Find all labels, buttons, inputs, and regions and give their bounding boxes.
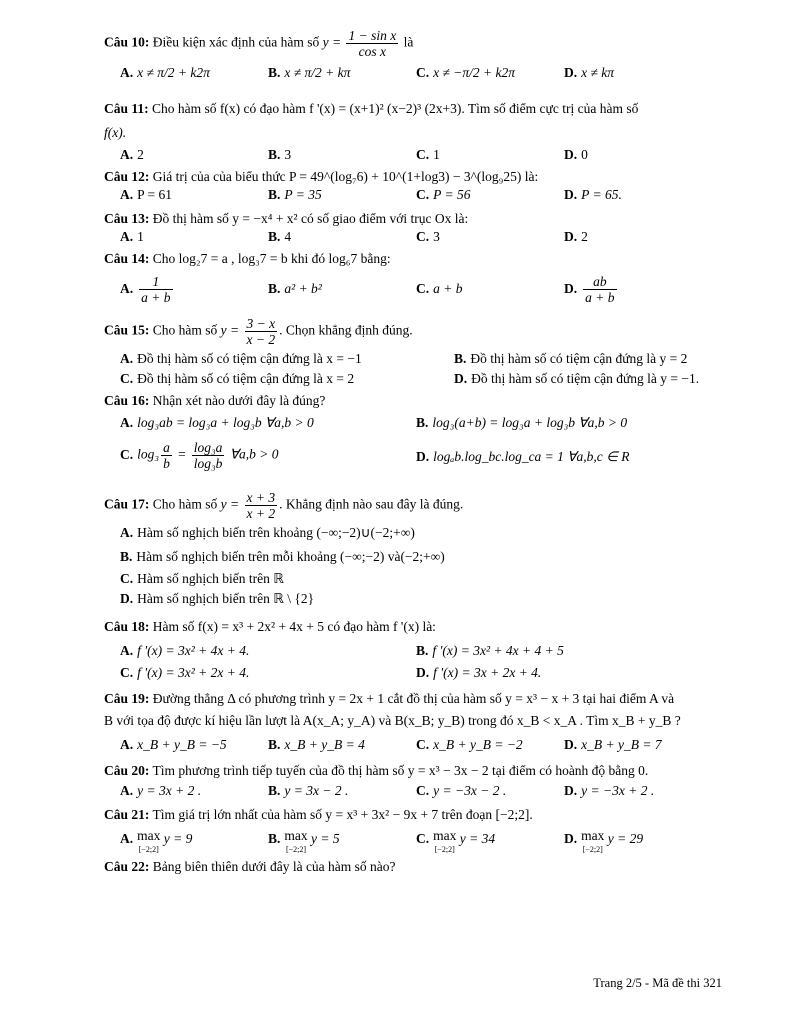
- option-c: C. max [−2;2] y = 34: [416, 828, 496, 854]
- question-label: Câu 15:: [104, 322, 150, 338]
- math: y =: [220, 322, 240, 338]
- question-16: [104, 392, 732, 410]
- math: y =: [220, 496, 240, 512]
- question-text: f(x).: [104, 125, 127, 140]
- question-text: Điều kiện xác định của hàm số: [152, 34, 320, 50]
- option-c: C. Đồ thị hàm số có tiệm cận đứng là x = 2: [120, 371, 355, 386]
- question-14: [104, 250, 732, 268]
- question-11: [104, 100, 732, 118]
- question-13: [104, 210, 732, 228]
- option-a: A. log₃ab = log₃a + log₃b ∀a,b > 0: [120, 415, 314, 430]
- option-d: D. max [−2;2] y = 29: [564, 828, 644, 854]
- numerator: 1 − sin x: [348, 28, 397, 43]
- option-d: D. x_B + y_B = 7: [564, 737, 662, 752]
- question-19: [104, 690, 732, 708]
- option-d: D. 2: [564, 229, 588, 244]
- option-d: D. y = −3x + 2 .: [564, 783, 655, 798]
- question-text: . Chọn khẳng định đúng.: [279, 322, 413, 338]
- question-label: Câu 13:: [104, 211, 150, 226]
- question-15: [104, 316, 732, 347]
- option-b: B. a² + b²: [268, 281, 322, 296]
- question-label: Câu 19:: [104, 691, 150, 706]
- question-10: [104, 28, 732, 59]
- question-text: Đồ thị hàm số y = −x⁴ + x² có số giao điểm với trục Ox là:: [152, 211, 469, 226]
- option-b: B. 3: [268, 147, 292, 162]
- option-b: B. Hàm số nghịch biến trên mỗi khoảng (−∞;−2) và(−2;+∞): [120, 549, 445, 564]
- option-c: C. y = −3x − 2 .: [416, 783, 507, 798]
- question-text: Đường thẳng Δ có phương trình y = 2x + 1 cắt đồ thị của hàm số y = x³ − x + 3 tại hai điểm A và: [152, 691, 675, 706]
- question-label: Câu 18:: [104, 619, 150, 634]
- question-text: Tìm giá trị lớn nhất của hàm số y = x³ + 3x² − 9x + 7 trên đoạn [−2;2].: [152, 807, 533, 822]
- question-text: Cho log₂7 = a , log₃7 = b khi đó log₆7 bằng:: [152, 251, 391, 266]
- option-c: C. x ≠ −π/2 + k2π: [416, 65, 516, 80]
- option-c: C. x_B + y_B = −2: [416, 737, 523, 752]
- fraction: $\frac{x + 3}{x + 2}$: [246, 490, 276, 521]
- question-label: Câu 22:: [104, 859, 150, 874]
- question-label: Câu 21:: [104, 807, 150, 822]
- question-20: [104, 762, 732, 780]
- option-b: B. Đồ thị hàm số có tiệm cận đứng là y = 2: [454, 351, 688, 366]
- question-text: Bảng biên thiên dưới đây là của hàm số nào?: [152, 859, 396, 874]
- page-footer: Trang 2/5 - Mã đề thi 321: [593, 976, 722, 990]
- option-c: C. Hàm số nghịch biến trên ℝ: [120, 571, 284, 586]
- question-17: [104, 490, 732, 521]
- option-c: C. log₃ $\frac{a}{b}$ = $\frac{\text{log₃a}}{\text{log₃b}}$ ∀a,b > 0: [120, 440, 279, 471]
- option-d: D. Hàm số nghịch biến trên ℝ \ {2}: [120, 591, 315, 606]
- question-text: là: [403, 34, 414, 50]
- option-d: D. x ≠ kπ: [564, 65, 615, 80]
- option-d: D. f '(x) = 3x + 2x + 4.: [416, 665, 542, 680]
- option-c: C. 3: [416, 229, 440, 244]
- option-b: B. max [−2;2] y = 5: [268, 828, 340, 854]
- question-18: [104, 618, 732, 636]
- question-text: Cho hàm số: [152, 496, 218, 512]
- question-text: Cho hàm số f(x) có đạo hàm f '(x) = (x+1)² (x−2)³ (2x+3). Tìm số điểm cực trị của hàm số: [152, 101, 639, 116]
- fraction: $\frac{1}{a + b}$: [141, 274, 171, 305]
- option-d: D. logₐb.log_bc.log_ca = 1 ∀a,b,c ∈ R: [416, 449, 630, 464]
- option-c: C. 1: [416, 147, 440, 162]
- option-b: B. 4: [268, 229, 292, 244]
- question-label: Câu 16:: [104, 393, 150, 408]
- option-c: C. f '(x) = 3x² + 2x + 4.: [120, 665, 250, 680]
- option-b: B. P = 35: [268, 187, 322, 202]
- option-a: A. Đồ thị hàm số có tiệm cận đứng là x = −1: [120, 351, 362, 366]
- question-label: Câu 10:: [104, 34, 150, 50]
- option-a: A. Hàm số nghịch biến trên khoảng (−∞;−2)∪(−2;+∞): [120, 525, 415, 540]
- question-text: Hàm số f(x) = x³ + 2x² + 4x + 5 có đạo hàm f '(x) là:: [152, 619, 436, 634]
- option-d: D. Đồ thị hàm số có tiệm cận đứng là y = −1.: [454, 371, 700, 386]
- option-b: B. f '(x) = 3x² + 4x + 4 + 5: [416, 643, 564, 658]
- denominator: cos x: [358, 44, 386, 59]
- option-a: A. 2: [120, 147, 144, 162]
- option-b: B. x_B + y_B = 4: [268, 737, 365, 752]
- fraction: [346, 28, 398, 59]
- option-a: A. max [−2;2] y = 9: [120, 828, 193, 854]
- option-a: A. x ≠ π/2 + k2π: [120, 65, 210, 80]
- question-label: Câu 11:: [104, 101, 149, 116]
- option-b: B. log₃(a+b) = log₃a + log₃b ∀a,b > 0: [416, 415, 628, 430]
- option-a: A. x_B + y_B = −5: [120, 737, 227, 752]
- question-label: Câu 20:: [104, 763, 150, 778]
- question-text: Tìm phương trình tiếp tuyến của đồ thị hàm số y = x³ − 3x − 2 tại điểm có hoành độ bằng 0.: [152, 763, 649, 778]
- question-label: Câu 17:: [104, 496, 150, 512]
- question-text: . Khẳng định nào sau đây là đúng.: [279, 496, 464, 512]
- question-19-cont: [104, 712, 732, 730]
- question-11-cont: [104, 124, 732, 142]
- option-a: A. $\frac{1}{a + b}$: [120, 274, 171, 305]
- math: y =: [322, 34, 342, 50]
- question-12: [104, 168, 732, 186]
- fraction: $\frac{3 - x}{x - 2}$: [246, 316, 276, 347]
- option-a: A. f '(x) = 3x² + 4x + 4.: [120, 643, 250, 658]
- question-text: Nhận xét nào dưới đây là đúng?: [152, 393, 326, 408]
- question-label: Câu 12:: [104, 169, 150, 184]
- option-a: A. y = 3x + 2 .: [120, 783, 202, 798]
- question-text: B với tọa độ được kí hiệu lần lượt là A(x_A; y_A) và B(x_B; y_B) trong đó x_B < x_A . Tìm x_B + y_B ?: [104, 713, 681, 728]
- fraction: $\frac{ab}{a + b}$: [585, 274, 615, 305]
- option-a: A. P = 61: [120, 187, 172, 202]
- option-b: B. y = 3x − 2 .: [268, 783, 349, 798]
- question-text: Cho hàm số: [152, 322, 218, 338]
- question-text: Giá trị của của biểu thức P = 49^(log₇6) + 10^(1+log3) − 3^(log₉25) là:: [152, 169, 539, 184]
- option-c: C. a + b: [416, 281, 463, 296]
- question-22: [104, 858, 732, 876]
- option-d: D. 0: [564, 147, 588, 162]
- option-b: B. x ≠ π/2 + kπ: [268, 65, 351, 80]
- question-label: Câu 14:: [104, 251, 150, 266]
- question-21: [104, 806, 732, 824]
- option-d: D. P = 65.: [564, 187, 622, 202]
- option-d: D. $\frac{ab}{a + b}$: [564, 274, 615, 305]
- option-c: C. P = 56: [416, 187, 471, 202]
- option-a: A. 1: [120, 229, 144, 244]
